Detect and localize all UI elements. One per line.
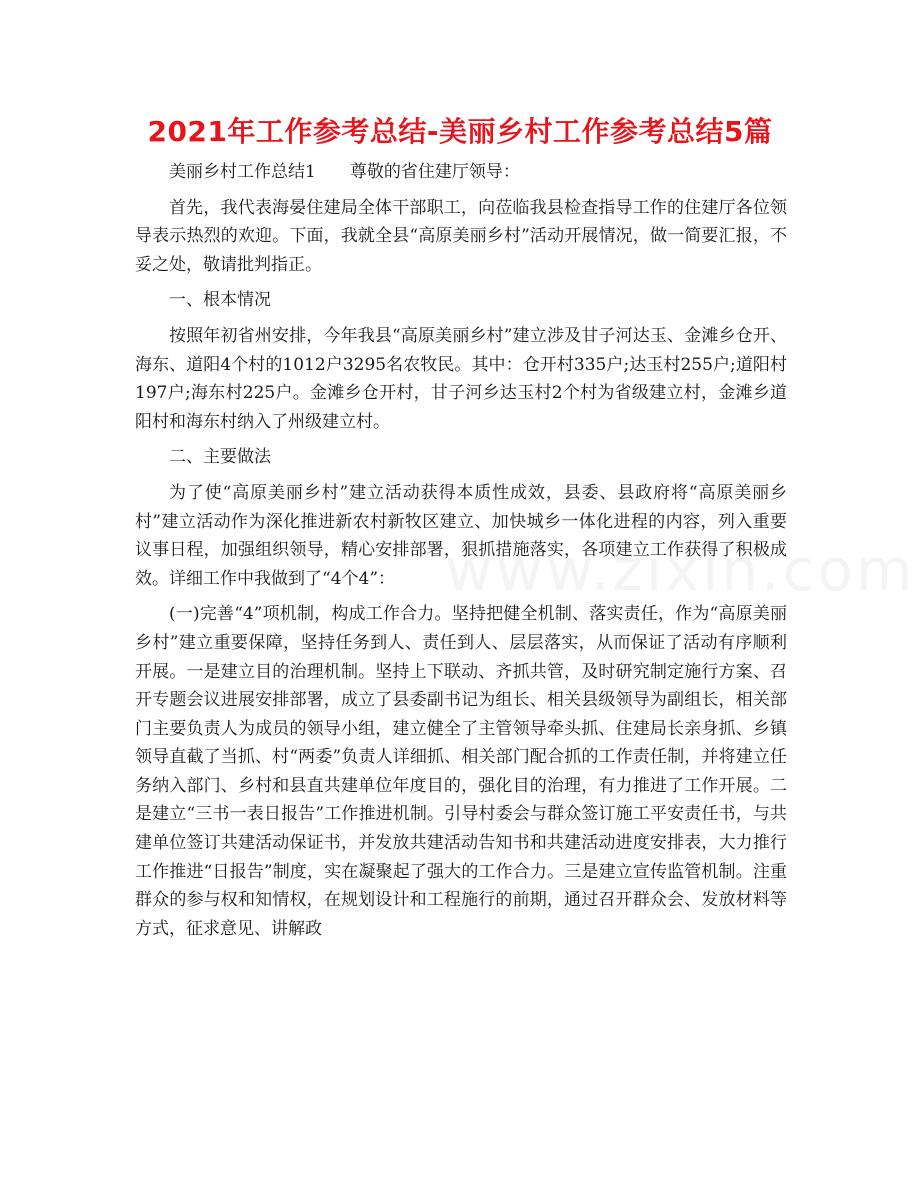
document-body xyxy=(135,158,787,943)
section-heading: 一、根本情况 xyxy=(169,290,271,311)
paragraph: 按照年初省州安排，今年我县“高原美丽乡村”建立涉及甘子河达玉、金滩乡仓开、海东、道阳4个村的1012户3295名农牧民。其中：仓开村335户;达玉村255户;道阳村197户;海东村225户。金滩乡仓开村，甘子河乡达玉村2个村为省级建立村，金滩乡道阳村和海东村纳入了州级建立村。 xyxy=(135,325,787,432)
paragraph: 首先，我代表海晏住建局全体干部职工，向莅临我县检查指导工作的住建厅各位领导表示热烈的欢迎。下面，我就全县“高原美丽乡村”活动开展情况，做一简要汇报，不妥之处，敬请批判指正。 xyxy=(135,197,787,275)
paragraph: 为了使“高原美丽乡村”建立活动获得本质性成效，县委、县政府将“高原美丽乡村”建立活动作为深化推进新农村新牧区建立、加快城乡一体化进程的内容，列入重要议事日程，加强组织领导，精心安排部署，狠抓措施落实，各项建立工作获得了积极成效。详细工作中我做到了“4个4”： xyxy=(135,482,787,589)
paragraph: (一)完善“4”项机制，构成工作合力。坚持把健全机制、落实责任，作为“高原美丽乡村”建立重要保障，坚持任务到人、责任到人、层层落实，从而保证了活动有序顺利开展。一是建立目的治理机制。坚持上下联动、齐抓共管，及时研究制定施行方案、召开专题会议进展安排部署，成立了县委副书记为组长、相关县级领导为副组长，相关部门主要负责人为成员的领导小组，建立健全了主管领导牵头抓、住建局长亲身抓、乡镇领导直截了当抓、村“两委”负责人详细抓、相关部门配合抓的工作责任制，并将建立任务纳入部门、乡村和县直共建单位年度目的，强化目的治理，有力推进了工作开展。二是建立“三书一表日报告”工作推进机制。引导村委会与群众签订施工平安责任书，与共建单位签订共建活动保证书，并发放共建活动告知书和共建活动进度安排表，大力推行工作推进“日报告”制度，实在凝聚起了强大的工作合力。三是建立宣传监管机制。注重群众的参与权和知情权，在规划设计和工程施行的前期，通过召开群众会、发放材料等方式，征求意见、讲解政 xyxy=(135,604,787,939)
document-title: 2021年工作参考总结-美丽乡村工作参考总结5篇 xyxy=(147,115,773,148)
section-heading: 二、主要做法 xyxy=(169,447,271,468)
intro-line: 美丽乡村工作总结1 尊敬的省住建厅领导： xyxy=(169,162,520,182)
